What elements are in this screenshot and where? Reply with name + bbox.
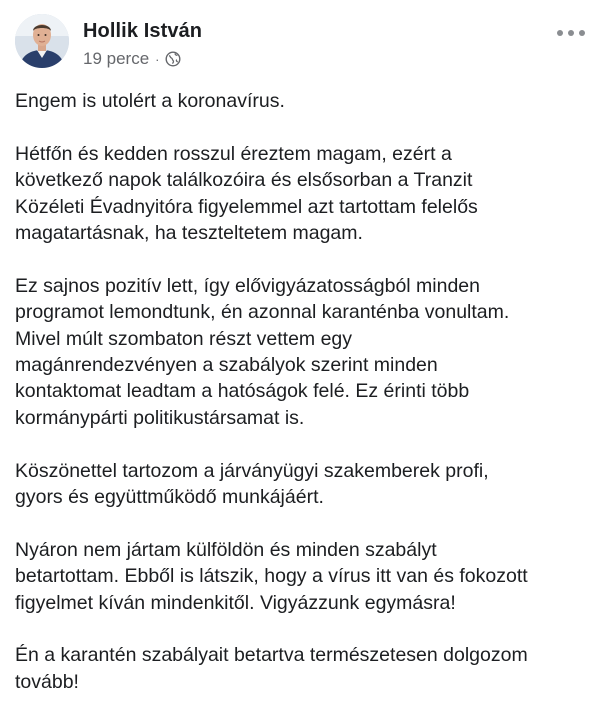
post-paragraph: Én a karantén szabályait betartva természetesen dolgozom tovább! xyxy=(15,644,528,693)
more-dot xyxy=(579,30,585,36)
more-options-icon[interactable] xyxy=(557,28,585,38)
post-header xyxy=(15,14,585,74)
post-meta xyxy=(83,49,181,69)
author-name[interactable]: Hollik István xyxy=(83,20,203,42)
more-dot xyxy=(557,30,563,36)
post-paragraph: Engem is utolért a koronavírus. xyxy=(15,90,285,112)
post-body xyxy=(15,88,585,722)
post-paragraph: Nyáron nem jártam külföldön és minden szabályt betartottam. Ebből is látszik, hogy a vírus itt van és fokozott figyelmet kíván mindenkitől. Vigyázzunk egymásra! xyxy=(15,538,528,614)
post-paragraph: Hétfőn és kedden rosszul éreztem magam, ezért a következő napok találkozóira és elsősorban a Tranzit Közéleti Évadnyitóra figyelemmel azt tartottam felelős magatartásnak, ha teszteltetem magam. xyxy=(15,142,478,245)
meta-separator: · xyxy=(155,51,160,67)
profile-photo-icon xyxy=(15,14,69,68)
avatar[interactable] xyxy=(15,14,69,68)
post-timestamp[interactable]: 19 perce xyxy=(83,49,150,68)
globe-icon[interactable] xyxy=(165,51,181,67)
more-dot xyxy=(568,30,574,36)
post-paragraph: Ez sajnos pozitív lett, így elővigyázatosságból minden programot lemondtunk, én azonnal karanténba vonultam. Mivel múlt szombaton részt vettem egy magánrendezvényen a szabályok szerint minden kontaktomat leadtam a hatóságok felé. Ez érinti több kormánypárti politikustársamat is. xyxy=(15,274,510,429)
post-paragraph: Köszönettel tartozom a járványügyi szakemberek profi, gyors és együttműködő munkájáért. xyxy=(15,459,489,509)
